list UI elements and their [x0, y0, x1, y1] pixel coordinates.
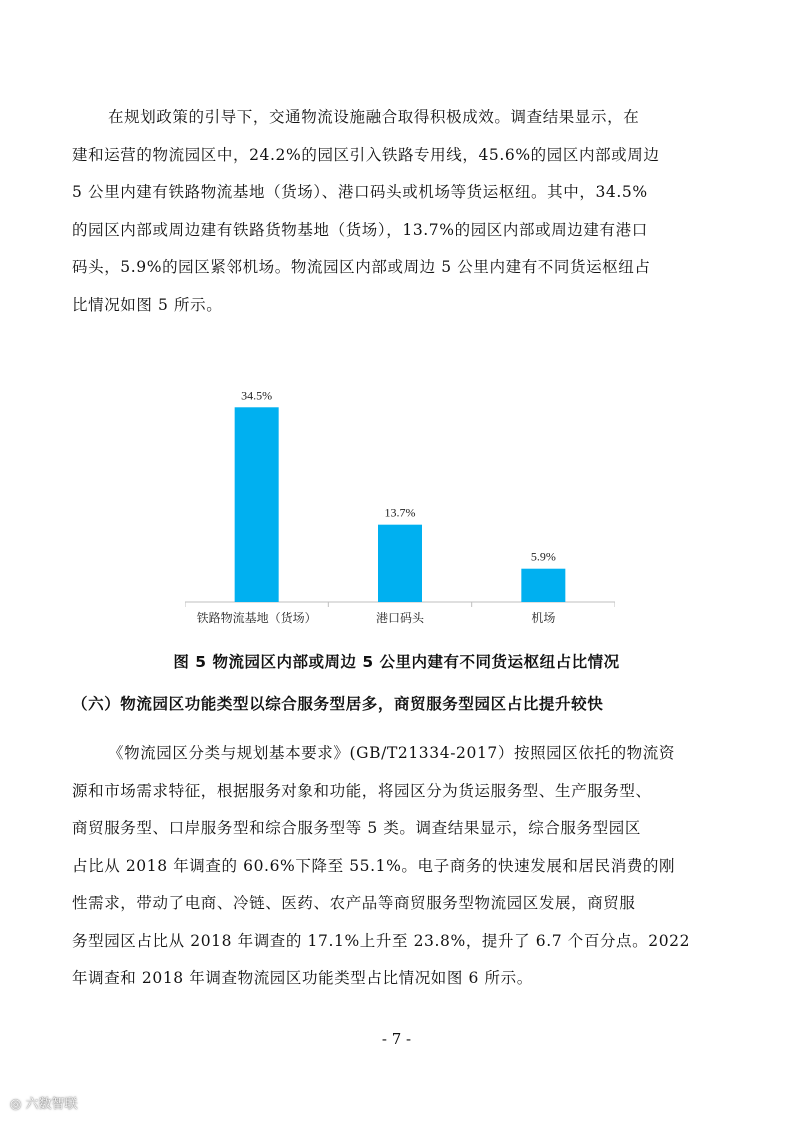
paragraph-line: 《物流园区分类与规划基本要求》(GB/T21334-2017）按照园区依托的物流资 — [108, 744, 675, 762]
bar — [235, 407, 279, 602]
bar-data-label: 34.5% — [241, 388, 273, 403]
paragraph-line: 5 公里内建有铁路物流基地（货场）、港口码头或机场等货运枢纽。其中，34.5% — [72, 183, 648, 201]
paragraph-line: 码头，5.9%的园区紧邻机场。物流园区内部或周边 5 公里内建有不同货运枢纽占 — [72, 258, 651, 276]
paragraph-line: 比情况如图 5 所示。 — [72, 295, 223, 314]
category-tick-label: 机场 — [531, 611, 556, 625]
category-tick-label: 铁路物流基地（货场） — [196, 611, 317, 625]
bar-data-label: 13.7% — [384, 505, 416, 520]
paragraph-line: 在规划政策的引导下，交通物流设施融合取得积极成效。调查结果显示，在 — [108, 108, 640, 126]
paragraph-transport-integration — [72, 99, 722, 324]
paragraph-line: 性需求，带动了电商、冷链、医药、农产品等商贸服务型物流园区发展，商贸服 — [72, 894, 636, 912]
figure-caption: 图 5 物流园区内部或周边 5 公里内建有不同货运枢纽占比情况 — [173, 653, 620, 671]
page-number: - 7 - — [381, 1030, 412, 1048]
bar — [378, 525, 422, 602]
bar-data-label: 5.9% — [530, 549, 556, 564]
paragraph-line: 务型园区占比从 2018 年调查的 17.1%上升至 23.8%，提升了 6.7 个百分点。2022 — [72, 931, 691, 950]
paragraph-line: 的园区内部或周边建有铁路货物基地（货场），13.7%的园区内部或周边建有港口 — [72, 220, 648, 239]
paragraph-line: 年调查和 2018 年调查物流园区功能类型占比情况如图 6 所示。 — [72, 969, 533, 987]
bar-chart-figure-5 — [185, 375, 615, 635]
paragraph-line: 占比从 2018 年调查的 60.6%下降至 55.1%。电子商务的快速发展和居民消费的刚 — [72, 856, 676, 875]
watermark-logo: ◎ 六数智联 — [10, 1097, 78, 1112]
section-heading: （六）物流园区功能类型以综合服务型居多，商贸服务型园区占比提升较快 — [72, 695, 604, 713]
paragraph-line: 建和运营的物流园区中，24.2%的园区引入铁路专用线，45.6%的园区内部或周边 — [72, 145, 660, 164]
category-tick-label: 港口码头 — [375, 611, 425, 625]
paragraph-park-types — [72, 735, 722, 998]
paragraph-line: 商贸服务型、口岸服务型和综合服务型等 5 类。调查结果显示，综合服务型园区 — [72, 819, 641, 837]
bar — [521, 569, 565, 602]
watermark-text: 六数智联 — [25, 1097, 78, 1112]
bar-chart — [185, 375, 615, 635]
paragraph-line: 源和市场需求特征，根据服务对象和功能，将园区分为货运服务型、生产服务型、 — [72, 781, 652, 800]
